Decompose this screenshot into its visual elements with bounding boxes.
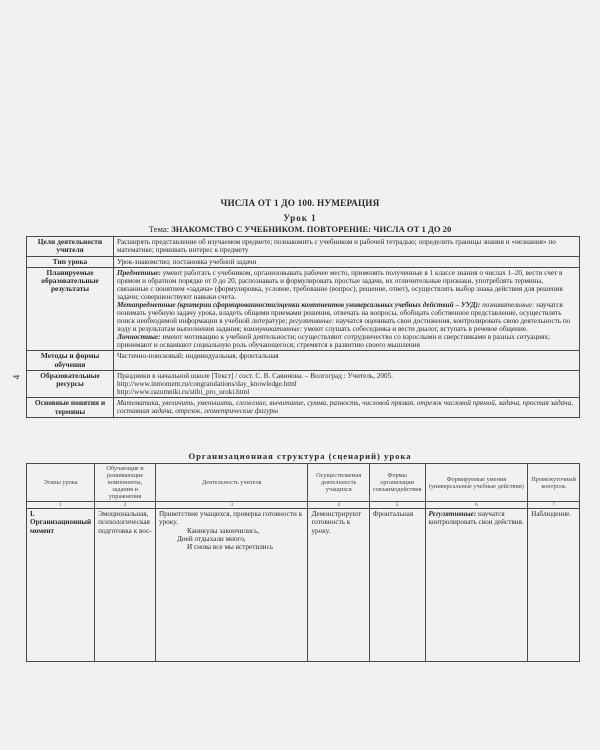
column-header: Осуществляемая деятельность учащихся [308,464,369,502]
column-header: Этапы урока [27,464,95,502]
reg-text: научатся оценивать свои достижения, контролировать свою деятельность по ходу и результатам выполнения задания; [117,317,571,334]
poem [159,527,304,551]
methods-text: Частично-поисковый; индивидуальная, фронтальная [114,351,580,371]
column-header: Деятельность учителя [155,464,307,502]
column-number: 2 [95,502,156,509]
table-row [27,398,580,418]
pers-head: Личностные: [117,333,161,342]
resource-link[interactable]: http://www.razumniki.ru/stihi_pro_uroki.html [117,388,250,397]
students-cell: Демонстрируют готовность к уроку. [308,509,369,662]
results-text [114,267,580,351]
subject-head: Предметные: [117,268,161,277]
cog-text: научатся понимать учебную задачу урока, владеть общими приемами решения, отвечать на вопросы, обобщать собственное представление, осуществлять поиск необходимой информации в учебной литературе; [117,301,563,326]
reg-head: регулятивные: [289,317,335,326]
column-header: Формируемые умения (универсальные учебные действия) [425,464,528,502]
terms-text: Математика, увеличить, уменьшить, сложение, вычитание, сумма, разность, числовой прямая, отрезок числовой прямой, задача, простая задача, составная задача, отрезок, геометрические фигуры [114,398,580,418]
lesson-info-table [26,236,580,418]
column-header: Обучающие и развивающие компоненты, задания и упражнения [95,464,156,502]
skills-cell [425,509,528,662]
table-row [27,267,580,351]
type-text: Урок-знакомство; постановка учебной задачи [114,256,580,267]
table-row [27,371,580,398]
topic-prefix: Тема: [148,224,170,234]
table-row [27,351,580,371]
resources-label: Образовательные ресурсы [27,371,114,398]
lesson-label: Урок 1 [283,213,317,223]
components-cell: Эмоциональная, психологическая подготовка к вос- [95,509,156,662]
goals-label: Цели деятельности учителя [27,237,114,257]
teacher-activity-cell [155,509,307,662]
column-header: Промежуточный контроль [528,464,580,502]
table-header-row [27,464,580,502]
column-number-row [27,502,580,509]
poem-line: Дней отдыхали много, [176,534,246,543]
control-cell: Наблюдение. [528,509,580,662]
poem-line: И снова все мы встретились [186,542,274,551]
column-number: 6 [425,502,528,509]
table-row [27,256,580,267]
resources-text [114,371,580,398]
teacher-line: Приветствие учащихся, проверка готовности к уроку. [158,510,303,527]
topic-text: ЗНАКОМСТВО С УЧЕБНИКОМ. ПОВТОРЕНИЕ: ЧИСЛА ОТ 1 ДО 20 [171,224,452,234]
column-header: Формы организации совзаимодействия [369,464,425,502]
stage-cell: I. Организационный момент [27,509,95,662]
meta-head: Метапредметные (критерии сформированности/оценки компонентов универсальных учебных действий – УУД): [117,301,481,310]
skills-text: научатся контролировать свои действия. [428,510,524,527]
table-row [27,237,580,257]
subject-text: умеют работать с учебником, организовывать рабочее место, применять полученные в 1 классе знания о числах 1–20, вести счет в прямом и обратном порядке от 0 до 20, распознавать и формулировать простые задачи, их отличительные признаки, употреблять термины, связанные с понятием «задача» (формулировка, условие, требование (вопрос), решение, ответ), осуществлять выбор знака действия для решения задачи; совершенствуют навыки счета. [117,268,563,302]
type-label: Тип урока [27,256,114,267]
column-number: 7 [528,502,580,509]
goals-text: Расширять представление об изучаемом предмете; познакомить с учебником и рабочей тетрадью; определить границы знания и «незнания» по математике; прививать интерес к предмету [114,237,580,257]
skills-head: Регулятивные: [428,510,477,519]
cog-head: познавательные: [482,301,535,310]
org-structure-title: Организационная структура (сценарий) урока [188,451,412,461]
column-number: 5 [369,502,425,509]
column-number: 3 [155,502,307,509]
lesson-topic [0,224,600,234]
org-structure-table [26,463,580,662]
column-number: 4 [308,502,369,509]
comm-text: умеют слушать собеседника и вести диалог, вступать в речевое общение. [303,325,528,334]
column-number: 1 [27,502,95,509]
pers-text: имеют мотивацию к учебной деятельности; осуществляют сотрудничество со взрослыми и сверстниками в разных ситуациях; принимают и осваивают социальную роль обучающегося; стремятся к развитию своего мышления [117,333,551,350]
page-number: 4 [11,374,22,380]
chapter-title: ЧИСЛА ОТ 1 ДО 100. НУМЕРАЦИЯ [220,198,380,208]
resource-line: Праздники в начальной школе [Текст] / сост. С. В. Савинова. – Волгоград : Учитель, 2005. [117,372,393,381]
poem-line: Каникулы закончились, [186,526,260,535]
forms-cell: Фронтальная [369,509,425,662]
resource-link[interactable]: http://www.inmoment.ru/congratulations/day_knowledge.html [117,380,297,389]
comm-head: коммуникативные: [243,325,303,334]
terms-label: Основные понятия и термины [27,398,114,418]
methods-label: Методы и формы обучения [27,351,114,371]
results-label: Планируемые образовательные результаты [27,267,114,351]
table-row [27,509,580,662]
